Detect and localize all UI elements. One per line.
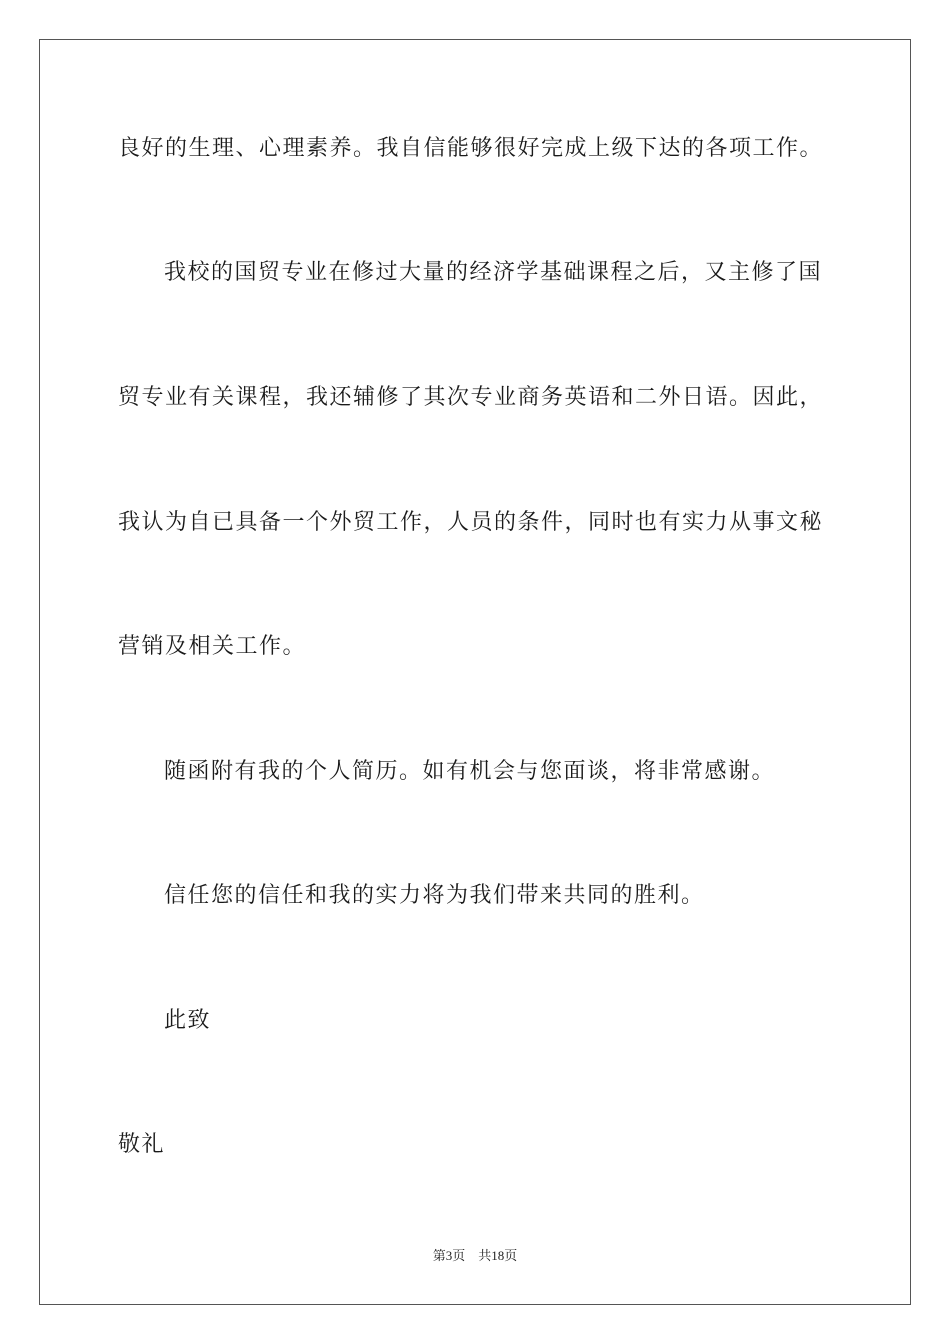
body-line-1: 良好的生理、心理素养。我自信能够很好完成上级下达的各项工作。 xyxy=(118,136,824,161)
page-frame xyxy=(39,39,911,1305)
body-line-5: 营销及相关工作。 xyxy=(118,634,307,659)
body-line-6: 随函附有我的个人简历。如有机会与您面谈，将非常感谢。 xyxy=(164,759,776,784)
body-line-3: 贸专业有关课程，我还辅修了其次专业商务英语和二外日语。因此， xyxy=(118,385,824,410)
footer-total-pages: 共18页 xyxy=(478,1248,518,1263)
page-footer xyxy=(0,1247,950,1265)
body-line-2: 我校的国贸专业在修过大量的经济学基础课程之后，又主修了国 xyxy=(164,260,823,285)
closing-salutation: 此致 xyxy=(164,1008,212,1033)
body-line-4: 我认为自已具备一个外贸工作，人员的条件，同时也有实力从事文秘 xyxy=(118,510,824,535)
body-line-7: 信任您的信任和我的实力将为我们带来共同的胜利。 xyxy=(164,883,705,908)
closing-regards: 敬礼 xyxy=(118,1132,166,1157)
footer-current-page: 第3页 xyxy=(432,1248,466,1263)
